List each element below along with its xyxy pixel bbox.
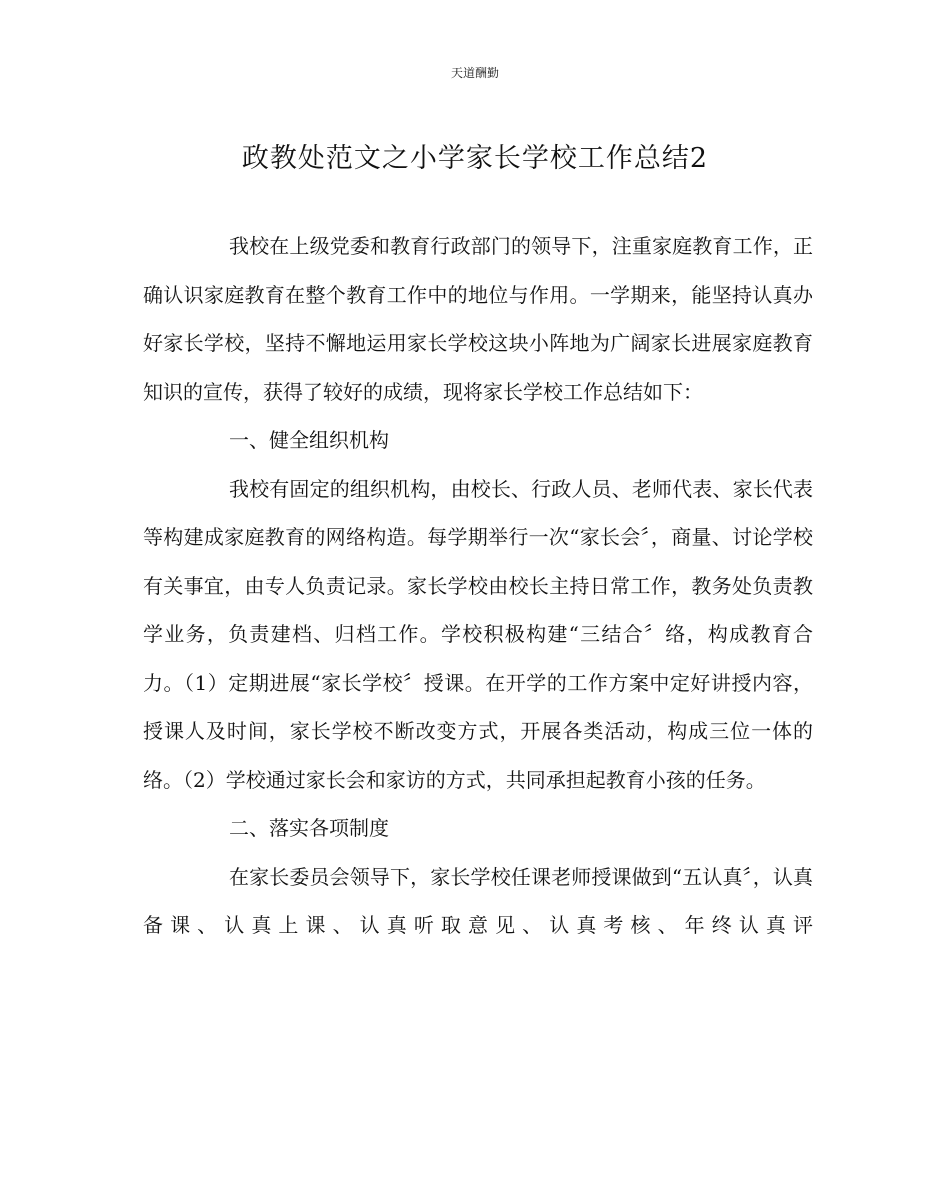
page-header: 天道酬勤 [450,66,499,80]
document-body [143,222,813,950]
section-heading-systems: 二、落实各项制度 [229,816,389,840]
paragraph-systems: 在家长委员会领导下，家长学校任课老师授课做到“五认真〞，认真备课、认真上课、认真听取意见、认真考核、年终认真评 [143,864,813,937]
paragraph-intro: 我校在上级党委和教育行政部门的领导下，注重家庭教育工作，正确认识家庭教育在整个教育工作中的地位与作用。一学期来，能坚持认真办好家长学校，坚持不懈地运用家长学校这块小阵地为广阔家长进展家庭教育知识的宣传，获得了较好的成绩，现将家长学校工作总结如下： [143,234,813,404]
document-title: 政教处范文之小学家长学校工作总结2 [241,143,709,174]
paragraph-organization: 我校有固定的组织机构，由校长、行政人员、老师代表、家长代表等构建成家庭教育的网络构造。每学期举行一次“家长会〞，商量、讨论学校有关事宜，由专人负责记录。家长学校由校长主持日常工作，教务处负责教学业务，负责建档、归档工作。学校积极构建“三结合〞络，构成教育合力。（1）定期进展“家长学校〞授课。在开学的工作方案中定好讲授内容，授课人及时间，家长学校不断改变方式，开展各类活动，构成三位一体的络。（2）学校通过家长会和家访的方式，共同承担起教育小孩的任务。 [143,476,813,792]
section-heading-organization: 一、健全组织机构 [229,428,389,452]
